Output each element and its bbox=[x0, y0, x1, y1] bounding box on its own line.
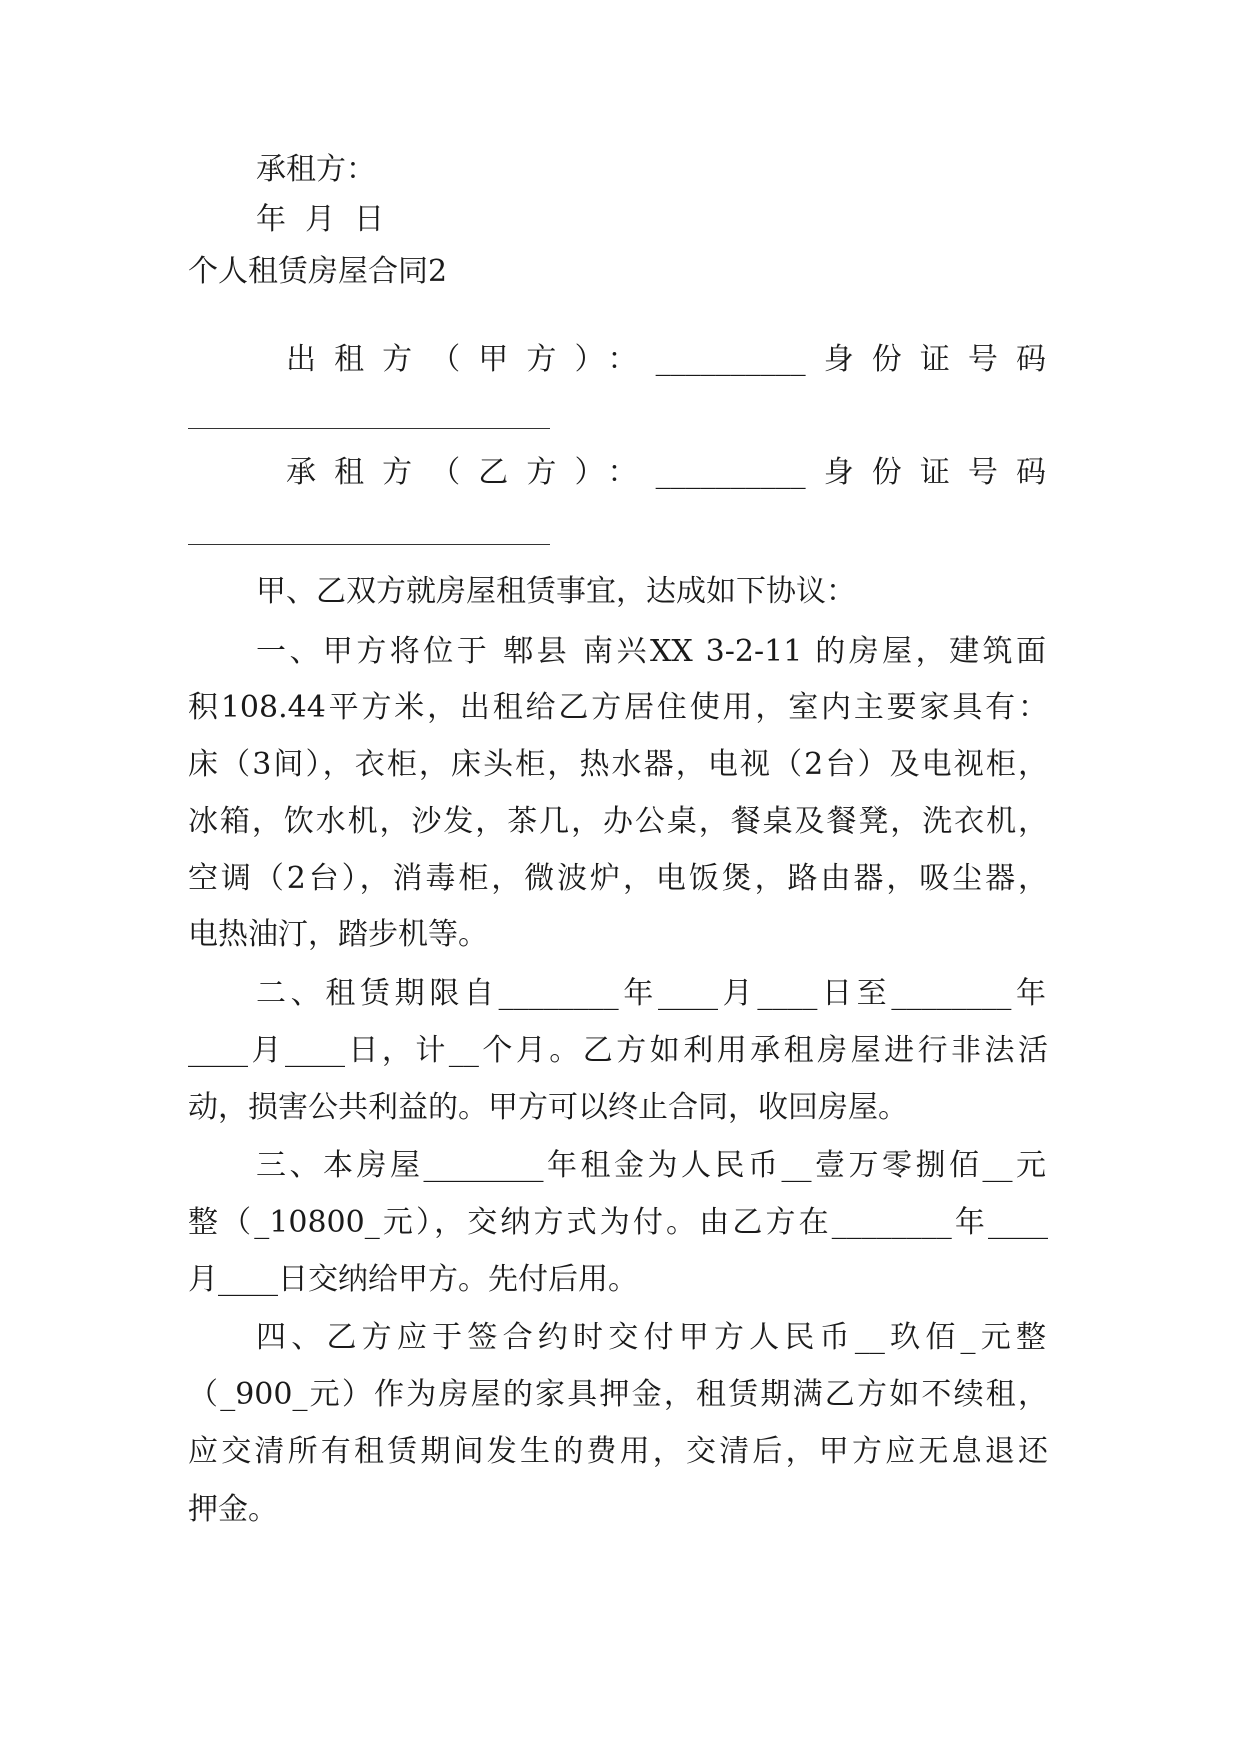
signature-tenant-label: 承租方： bbox=[256, 152, 376, 187]
clause-1-line-4: 冰箱，饮水机，沙发，茶几，办公桌，餐桌及餐凳，洗衣机， bbox=[188, 804, 1048, 839]
clause-4-line-3: 应交清所有租赁期间发生的费用，交清后，甲方应无息退还 bbox=[188, 1434, 1048, 1469]
clause-1-line-6: 电热油汀，踏步机等。 bbox=[188, 917, 488, 952]
clause-3-line-2: 整（_10800_元），交纳方式为付。由乙方在________年____ bbox=[188, 1205, 1048, 1240]
clause-1-line-5: 空调（2台），消毒柜，微波炉，电饭煲，路由器，吸尘器， bbox=[188, 861, 1048, 896]
lessor-id-underline bbox=[188, 428, 550, 429]
clause-3-line-1: 三、本房屋________年租金为人民币__壹万零捌佰__元 bbox=[256, 1148, 1046, 1183]
clause-1-line-2: 积108.44平方米，出租给乙方居住使用，室内主要家具有： bbox=[188, 690, 1048, 725]
clause-2-line-2: ____月____日，计__个月。乙方如利用承租房屋进行非法活 bbox=[188, 1033, 1048, 1068]
lessor-line: 出租方（甲方）：__________身份证号码 bbox=[286, 342, 1046, 377]
clause-4-line-1: 四、乙方应于签合约时交付甲方人民币__玖佰_元整 bbox=[256, 1320, 1046, 1355]
clause-3-line-3: 月____日交纳给甲方。先付后用。 bbox=[188, 1262, 638, 1297]
clause-4-line-2: （_900_元）作为房屋的家具押金，租赁期满乙方如不续租， bbox=[188, 1377, 1048, 1412]
agreement-intro: 甲、乙双方就房屋租赁事宜，达成如下协议： bbox=[256, 574, 856, 609]
lessee-line: 承租方（乙方）：__________身份证号码 bbox=[286, 455, 1046, 490]
clause-2-line-3: 动，损害公共利益的。甲方可以终止合同，收回房屋。 bbox=[188, 1090, 908, 1125]
lessee-id-underline bbox=[188, 544, 550, 545]
signature-date: 年 月 日 bbox=[256, 202, 385, 237]
clause-1-line-1: 一、甲方将位于 郫县 南兴XX 3-2-11 的房屋，建筑面 bbox=[256, 634, 1046, 669]
clause-2-line-1: 二、租赁期限自________年____月____日至________年 bbox=[256, 976, 1046, 1011]
document-title: 个人租赁房屋合同2 bbox=[188, 254, 448, 289]
clause-1-line-3: 床（3间），衣柜，床头柜，热水器，电视（2台）及电视柜， bbox=[188, 747, 1048, 782]
clause-4-line-4: 押金。 bbox=[188, 1492, 278, 1527]
